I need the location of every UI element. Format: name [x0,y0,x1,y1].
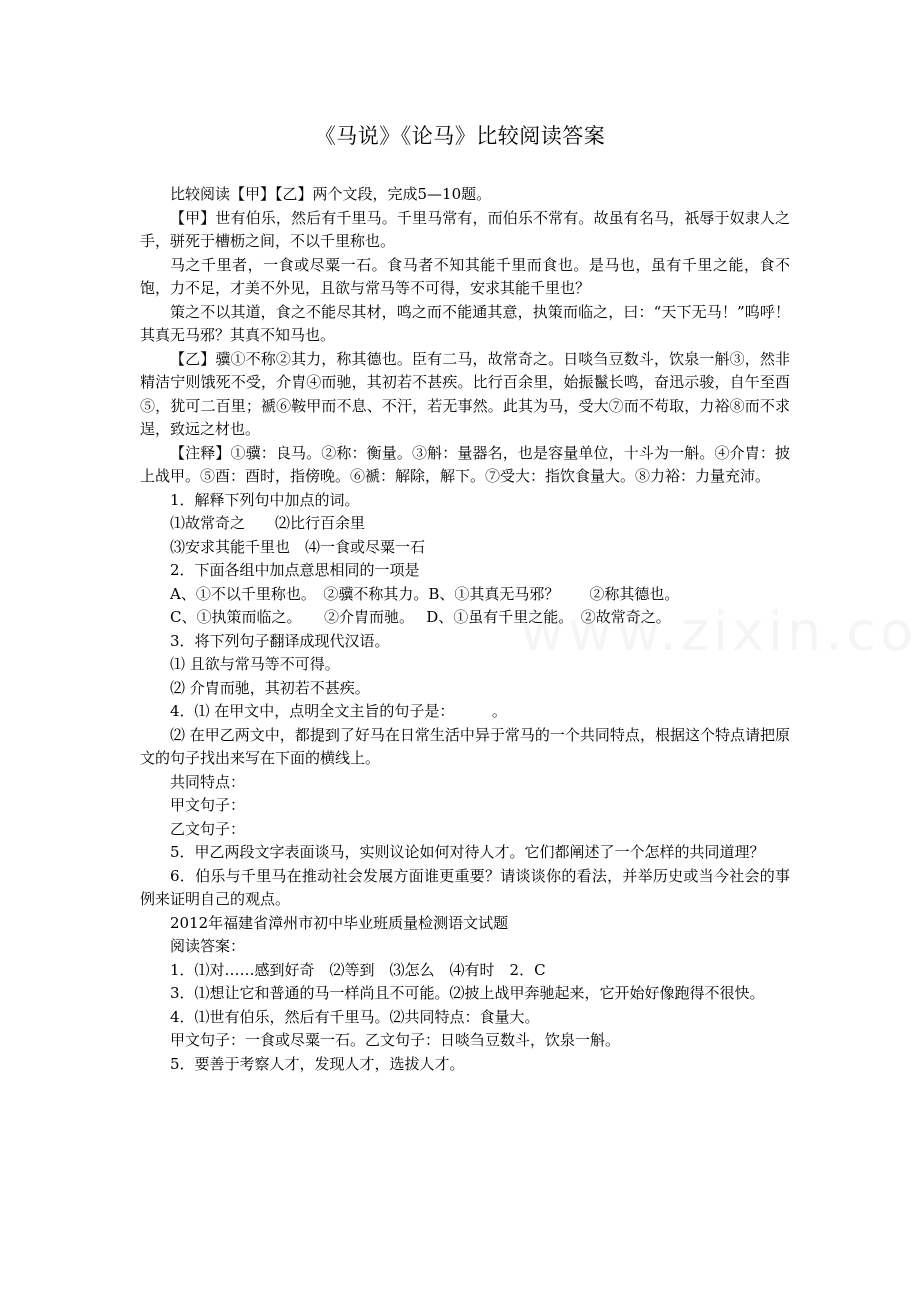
answer-5: 5．要善于考察人才，发现人才，选拔人才。 [170,1054,465,1073]
question-1-items-b: ⑶安求其能千里也 ⑷一食或尽粟一石 [170,537,426,556]
question-3-item-2: ⑵ 介胄而驰，其初若不甚疾。 [170,678,370,697]
passage-b-sentence-line: 乙文句子： [170,819,246,838]
document-body [140,183,790,1076]
passage-b-paragraph: 【乙】骥①不称②其力，称其德也。臣有二马，故常奇之。日啖刍豆数斗，饮泉一斛③，然非精洁宁则饿死不受，介胄④而驰，其初若不甚疾。比行百余里，始振鬣长鸣，奋迅示骏，自午至酉⑤，犹可二百里；褫⑥鞍甲而不息、不汗，若无事然。此其为马，受大⑦而不苟取，力裕⑧而不求逞，致远之材也。 [140,349,790,438]
question-4-part-1: 4．⑴ 在甲文中，点明全文主旨的句子是： 。 [170,702,507,720]
passage-a-paragraph-1: 【甲】世有伯乐，然后有千里马。千里马常有，而伯乐不常有。故虽有名马，祇辱于奴隶人之手，骈死于槽枥之间，不以千里称也。 [140,208,790,250]
question-3-item-1: ⑴ 且欲与常马等不可得。 [170,655,340,673]
page-title: 《马说》《论马》比较阅读答案 [314,124,606,148]
question-2: 2．下面各组中加点意思相同的一项是 [170,561,420,579]
question-1: 1．解释下列句中加点的词。 [170,490,360,509]
passage-a-paragraph-3: 策之不以其道，食之不能尽其材，鸣之而不能通其意，执策而临之，曰：“天下无马！”呜呼！其真无马邪？其真不知马也。 [140,302,790,344]
answer-1-2: 1．⑴对……感到好奇 ⑵等到 ⑶怎么 ⑷有时 2．C [170,960,546,979]
question-4-part-2: ⑵ 在甲乙两文中，都提到了好马在日常生活中异于常马的一个共同特点，根据这个特点请把原文的句子找出来写在下面的横线上。 [140,725,790,767]
answer-3: 3．⑴想让它和普通的马一样尚且不可能。⑵披上战甲奔驰起来，它开始好像跑得不很快。 [170,984,765,1002]
question-2-options-ab: A、①不以千里称也。 ②骥不称其力。B、①其真无马邪？ ②称其德也。 [170,584,680,603]
question-1-items-a: ⑴故常奇之 ⑵比行百余里 [170,514,366,532]
question-6: 6．伯乐与千里马在推动社会发展方面谁更重要？请谈谈你的看法，并举历史或当今社会的事例来证明自己的观点。 [140,866,790,908]
source-line: 2012年福建省漳州市初中毕业班质量检测语文试题 [170,913,509,932]
common-feature-line: 共同特点： [170,772,246,791]
answer-4-sentences: 甲文句子：一食或尽粟一石。乙文句子：日啖刍豆数斗，饮泉一斛。 [170,1031,621,1049]
answer-4: 4．⑴世有伯乐，然后有千里马。⑵共同特点：食量大。 [170,1007,540,1026]
question-2-options-cd: C、①执策而临之。 ②介胄而驰。 D、①虽有千里之能。 ②故常奇之。 [170,608,671,626]
answers-heading: 阅读答案： [170,937,246,955]
question-5: 5．甲乙两段文字表面谈马，实则议论如何对待人才。它们都阐述了一个怎样的共同道理？ [170,843,765,861]
passage-a-paragraph-2: 马之千里者，一食或尽粟一石。食马者不知其能千里而食也。是马也，虽有千里之能，食不饱，力不足，才美不外见，且欲与常马等不可得，安求其能千里也？ [140,255,790,297]
passage-a-sentence-line: 甲文句子： [170,796,246,814]
annotations-paragraph: 【注释】①骥：良马。②称：衡量。③斛：量器名，也是容量单位，十斗为一斛。④介胄：披上战甲。⑤酉：酉时，指傍晚。⑥褫：解除，解下。⑦受大：指饮食量大。⑧力裕：力量充沛。 [140,443,790,485]
question-3: 3．将下列句子翻译成现代汉语。 [170,631,390,650]
intro-paragraph: 比较阅读【甲】【乙】两个文段，完成5—10题。 [170,185,492,203]
